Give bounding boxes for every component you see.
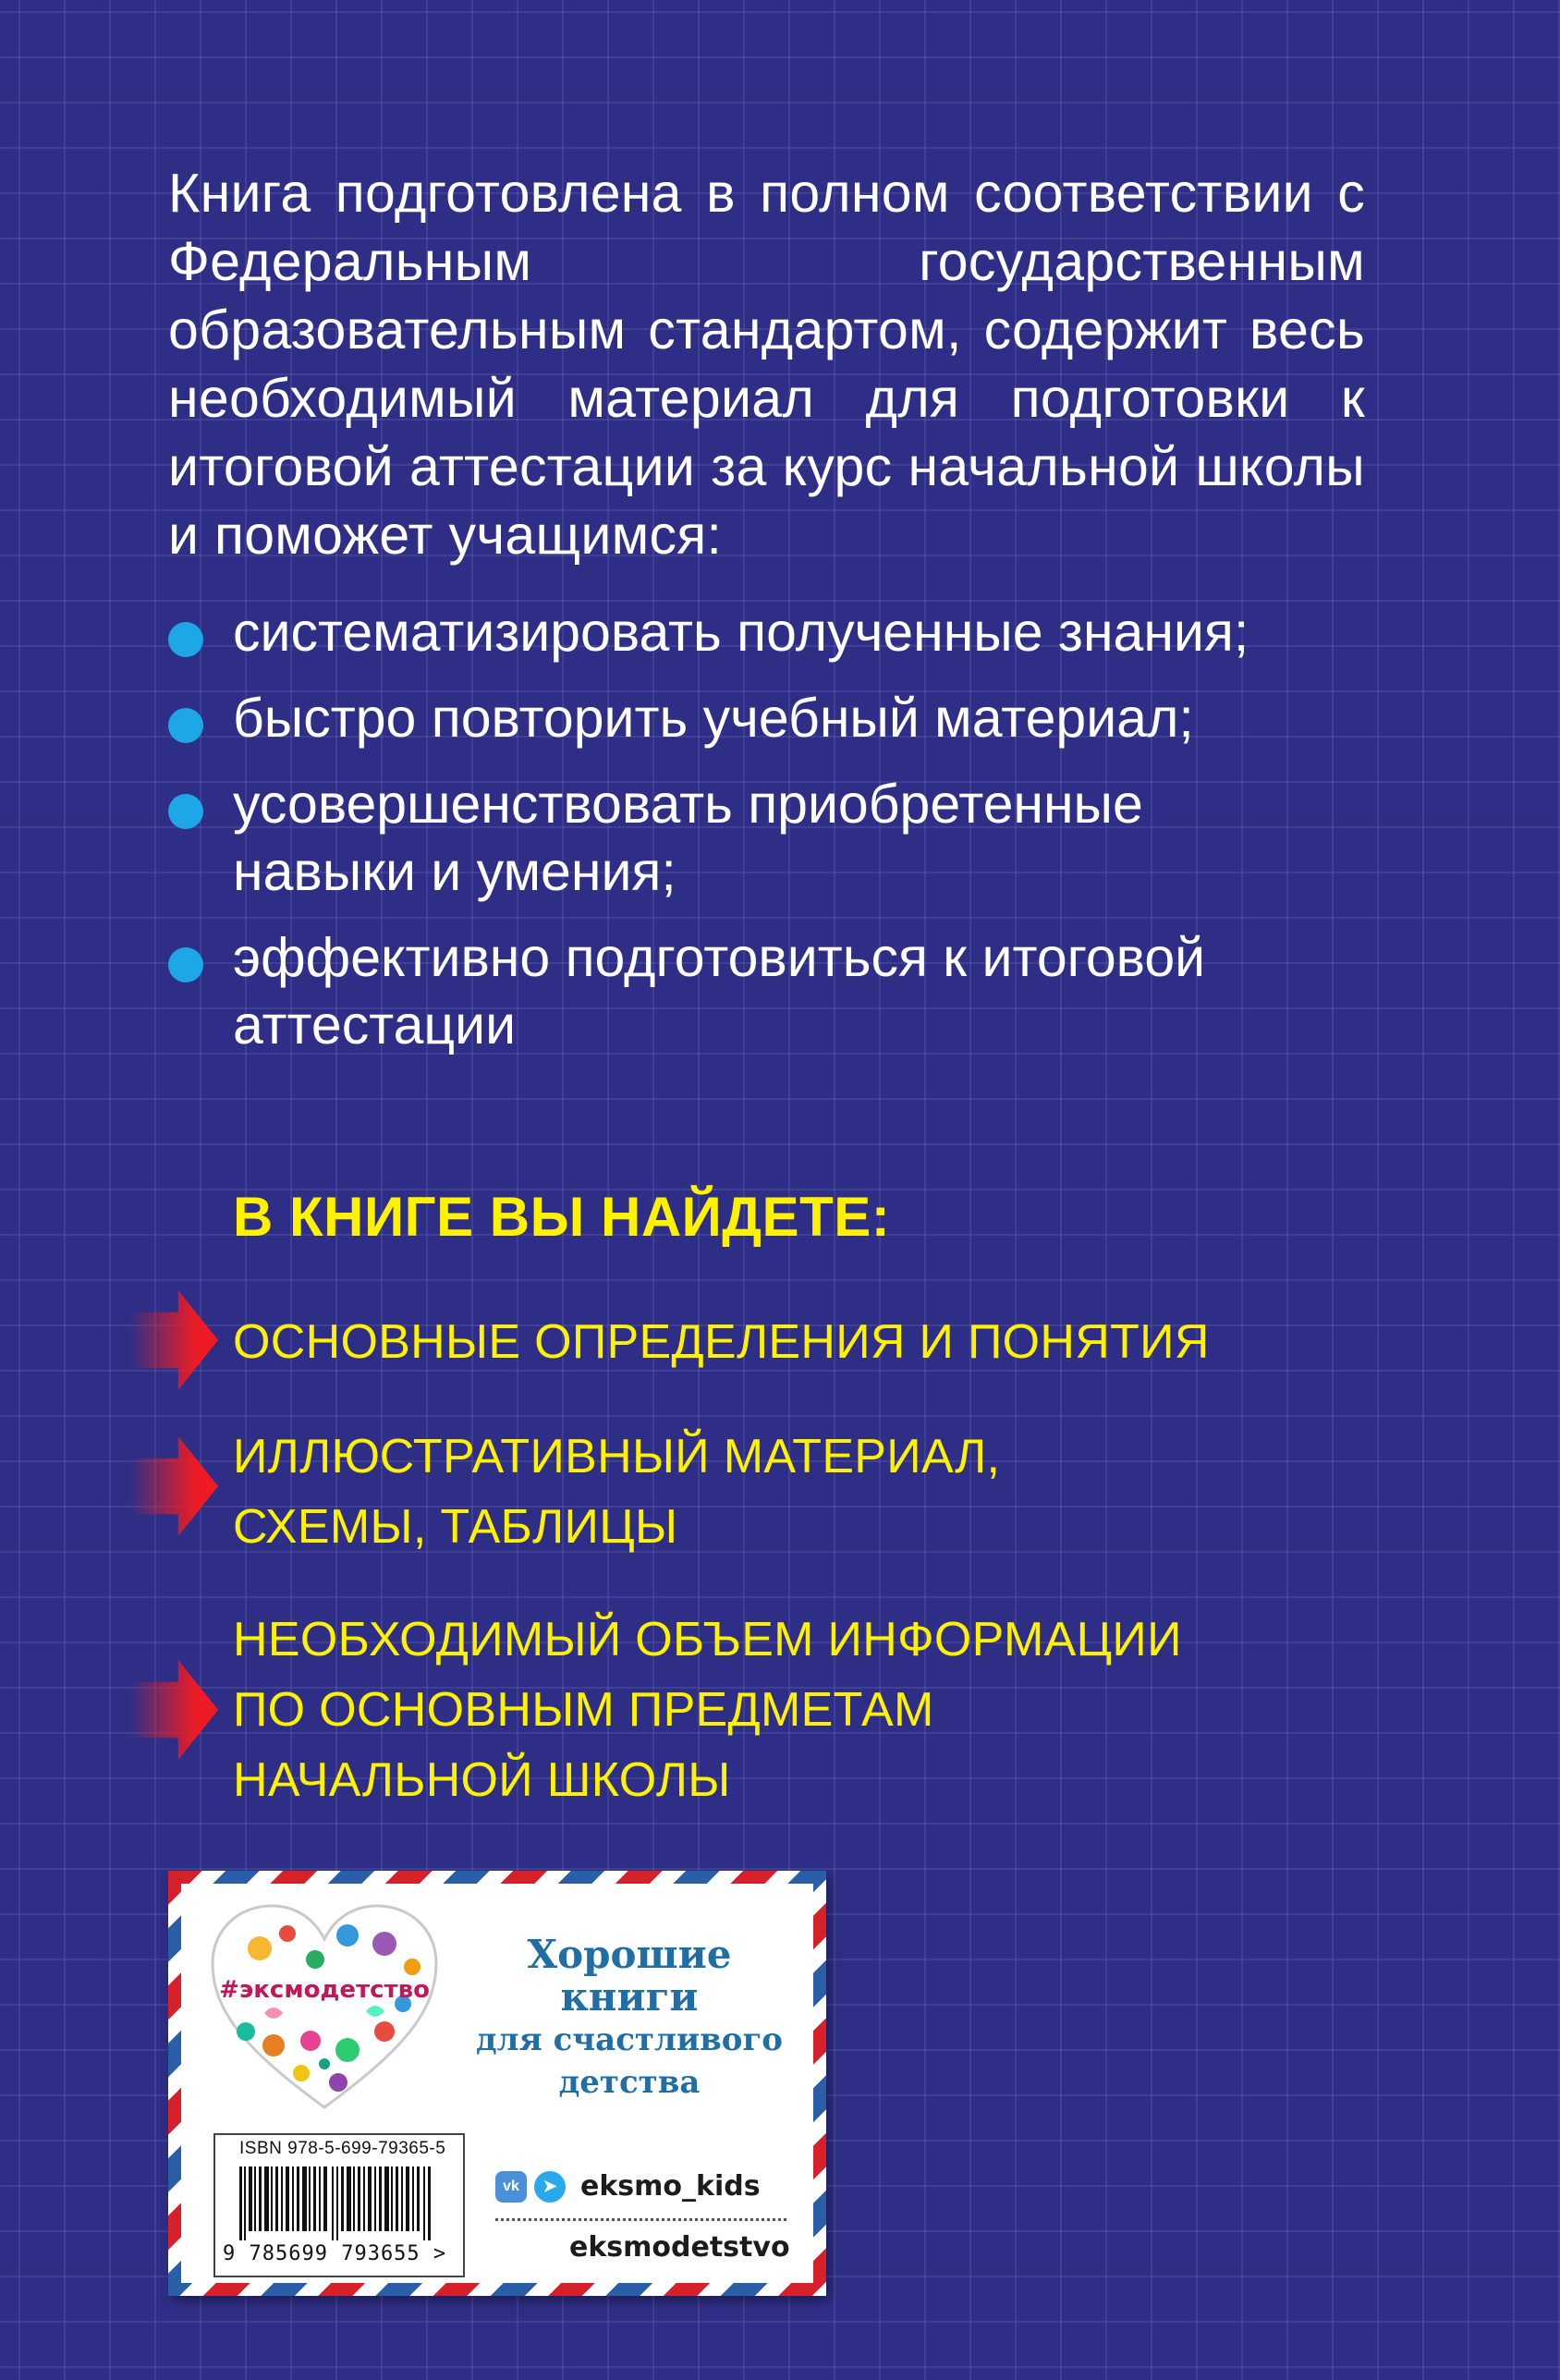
bullet-dot-icon — [168, 622, 203, 657]
feature-line: НАЧАЛЬНОЙ ШКОЛЫ — [233, 1753, 731, 1807]
list-item: эффективно подготовиться к итоговой аттестации — [168, 924, 1323, 1059]
postcard-body — [181, 1884, 813, 2283]
telegram-icon[interactable]: ➤ — [534, 2171, 566, 2203]
slogan-line: Хорошие — [527, 1932, 732, 1977]
bullet-dot-icon — [168, 947, 203, 983]
isbn-barcode-block — [213, 2133, 465, 2277]
bullet-dot-icon — [168, 708, 203, 743]
publisher-postcard — [168, 1871, 826, 2296]
feature-line: НЕОБХОДИМЫЙ ОБЪЕМ ИНФОРМАЦИИ — [233, 1613, 1182, 1666]
red-arrow-icon — [129, 1290, 218, 1390]
hashtag-text: #эксмодетство — [219, 1976, 430, 2004]
divider — [495, 2218, 786, 2221]
feature-line: ОСНОВНЫЕ ОПРЕДЕЛЕНИЯ И ПОНЯТИЯ — [233, 1315, 1210, 1369]
red-arrow-icon — [129, 1660, 218, 1760]
feature-line: ИЛЛЮСТРАТИВНЫЙ МАТЕРИАЛ, — [233, 1430, 1001, 1483]
benefits-list — [168, 599, 1370, 1078]
feature-line: СХЕМЫ, ТАБЛИЦЫ — [233, 1500, 678, 1554]
list-item: усовершенствовать приобретенные навыки и умения; — [168, 771, 1231, 906]
feature-item — [233, 1422, 1000, 1562]
list-item: быстро повторить учебный материал; — [168, 685, 1370, 752]
slogan-line: книги — [560, 1974, 699, 2020]
intro-paragraph: Книга подготовлена в полном соответствии с Федеральным государственным образовательным стандартом, содержит весь необходимый материал для подготовки к итоговой аттестации за курс начальной школы и поможет учащимся: — [168, 163, 1365, 566]
isbn-number: ISBN 978-5-699-79365-5 — [239, 2139, 446, 2158]
slogan-line: для счастливого — [476, 2021, 783, 2058]
bullet-dot-icon — [168, 794, 203, 829]
ean-digits: 9 785699 793655 > — [223, 2242, 447, 2265]
slogan — [458, 1934, 800, 2104]
list-item: систематизировать полученные знания; — [168, 599, 1370, 666]
social-row — [495, 2170, 761, 2203]
site-handle[interactable]: eksmodetstvo — [569, 2231, 790, 2264]
slogan-line: детства — [558, 2064, 701, 2101]
red-arrow-icon — [129, 1436, 218, 1536]
vk-icon[interactable]: vk — [495, 2171, 527, 2203]
feature-item — [233, 1605, 1182, 1815]
feature-line: ПО ОСНОВНЫМ ПРЕДМЕТАМ — [233, 1683, 934, 1737]
section-heading: В КНИГЕ ВЫ НАЙДЕТЕ: — [233, 1186, 891, 1248]
feature-item — [233, 1307, 1210, 1377]
barcode-icon — [239, 2166, 441, 2240]
social-handle[interactable]: eksmo_kids — [580, 2170, 761, 2203]
heart-illustration-icon — [209, 1902, 440, 2115]
